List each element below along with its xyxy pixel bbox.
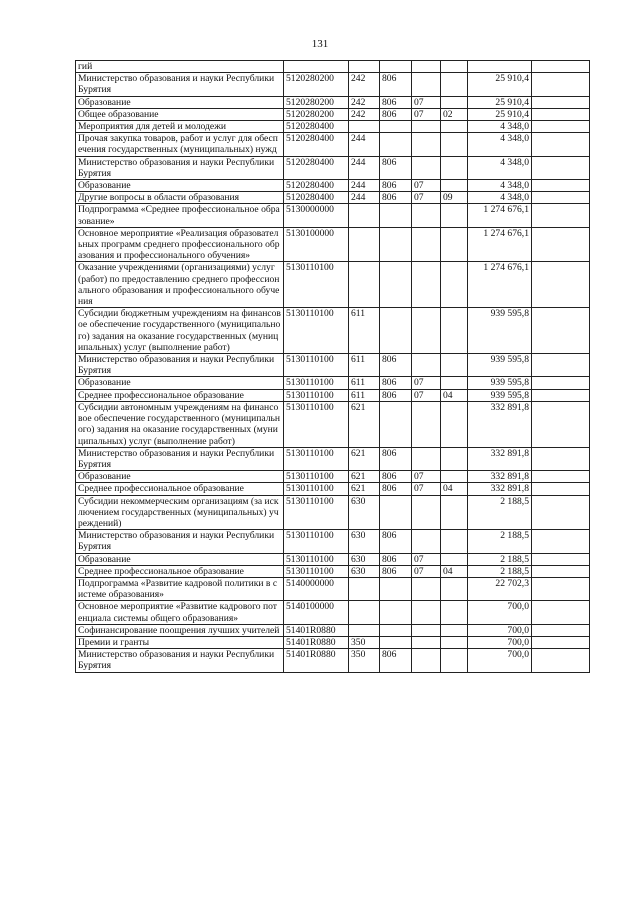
cell-extra xyxy=(532,471,590,483)
cell-amount: 25 910,4 xyxy=(468,96,532,108)
cell-name: Образование xyxy=(76,377,284,389)
cell-amount: 4 348,0 xyxy=(468,192,532,204)
cell-target-code: 5130110100 xyxy=(284,389,349,401)
table-row xyxy=(76,180,590,192)
cell-name: Общее образование xyxy=(76,108,284,120)
table-row xyxy=(76,565,590,577)
cell-extra xyxy=(532,495,590,530)
cell-amount: 4 348,0 xyxy=(468,121,532,133)
cell-amount: 1 274 676,1 xyxy=(468,204,532,227)
cell-expense-type: 244 xyxy=(349,180,380,192)
cell-section: 07 xyxy=(412,553,441,565)
cell-subsection xyxy=(441,73,468,96)
cell-section: 07 xyxy=(412,180,441,192)
cell-amount: 22 702,3 xyxy=(468,577,532,600)
cell-extra xyxy=(532,121,590,133)
table-row xyxy=(76,553,590,565)
cell-target-code: 5130110100 xyxy=(284,401,349,447)
cell-amount: 25 910,4 xyxy=(468,108,532,120)
cell-name: гий xyxy=(76,61,284,73)
cell-section xyxy=(412,61,441,73)
cell-name: Основное мероприятие «Реализация образовательных программ среднего профессионального образования и профессионального обучения» xyxy=(76,227,284,262)
cell-name: Среднее профессиональное образование xyxy=(76,389,284,401)
cell-ministry-code xyxy=(380,577,412,600)
cell-ministry-code: 806 xyxy=(380,471,412,483)
table-row xyxy=(76,389,590,401)
cell-amount: 700,0 xyxy=(468,624,532,636)
table-row xyxy=(76,483,590,495)
cell-extra xyxy=(532,96,590,108)
cell-section xyxy=(412,121,441,133)
cell-name: Министерство образования и науки Республики Бурятия xyxy=(76,447,284,470)
table-row xyxy=(76,61,590,73)
cell-ministry-code xyxy=(380,61,412,73)
cell-section xyxy=(412,495,441,530)
cell-section: 07 xyxy=(412,377,441,389)
cell-subsection xyxy=(441,204,468,227)
cell-amount: 700,0 xyxy=(468,649,532,672)
cell-amount: 700,0 xyxy=(468,636,532,648)
cell-ministry-code: 806 xyxy=(380,565,412,577)
cell-extra xyxy=(532,108,590,120)
cell-name: Подпрограмма «Среднее профессиональное образование» xyxy=(76,204,284,227)
cell-ministry-code: 806 xyxy=(380,192,412,204)
cell-extra xyxy=(532,204,590,227)
cell-subsection xyxy=(441,377,468,389)
cell-name: Другие вопросы в области образования xyxy=(76,192,284,204)
cell-subsection xyxy=(441,354,468,377)
cell-expense-type: 242 xyxy=(349,73,380,96)
budget-table xyxy=(75,60,590,673)
cell-ministry-code xyxy=(380,262,412,308)
cell-subsection: 04 xyxy=(441,389,468,401)
cell-ministry-code: 806 xyxy=(380,156,412,179)
cell-ministry-code: 806 xyxy=(380,447,412,470)
cell-amount: 939 595,8 xyxy=(468,377,532,389)
cell-name: Субсидии бюджетным учреждениям на финансовое обеспечение государственного (муниципального) задания на оказание государственных (муниципальных) услуг (выполнение работ) xyxy=(76,308,284,354)
cell-extra xyxy=(532,354,590,377)
cell-target-code: 5120280200 xyxy=(284,96,349,108)
cell-expense-type: 244 xyxy=(349,192,380,204)
table-row xyxy=(76,96,590,108)
cell-section: 07 xyxy=(412,192,441,204)
cell-extra xyxy=(532,401,590,447)
cell-amount: 939 595,8 xyxy=(468,389,532,401)
cell-target-code: 5130110100 xyxy=(284,553,349,565)
cell-amount: 700,0 xyxy=(468,601,532,624)
cell-name: Министерство образования и науки Республики Бурятия xyxy=(76,156,284,179)
cell-subsection xyxy=(441,61,468,73)
cell-ministry-code xyxy=(380,133,412,156)
cell-name: Среднее профессиональное образование xyxy=(76,483,284,495)
table-row xyxy=(76,495,590,530)
cell-amount: 1 274 676,1 xyxy=(468,227,532,262)
cell-extra xyxy=(532,649,590,672)
cell-expense-type: 242 xyxy=(349,108,380,120)
cell-target-code: 51401R0880 xyxy=(284,624,349,636)
cell-subsection xyxy=(441,227,468,262)
cell-expense-type: 630 xyxy=(349,565,380,577)
cell-expense-type: 244 xyxy=(349,133,380,156)
cell-target-code: 5120280200 xyxy=(284,108,349,120)
cell-extra xyxy=(532,447,590,470)
cell-extra xyxy=(532,61,590,73)
cell-expense-type xyxy=(349,204,380,227)
cell-subsection: 09 xyxy=(441,192,468,204)
cell-expense-type xyxy=(349,262,380,308)
cell-amount: 2 188,5 xyxy=(468,553,532,565)
cell-section xyxy=(412,133,441,156)
cell-subsection xyxy=(441,530,468,553)
cell-target-code: 5120280200 xyxy=(284,73,349,96)
cell-extra xyxy=(532,483,590,495)
table-row xyxy=(76,108,590,120)
cell-amount: 332 891,8 xyxy=(468,483,532,495)
cell-ministry-code xyxy=(380,121,412,133)
cell-ministry-code xyxy=(380,401,412,447)
table-row xyxy=(76,624,590,636)
cell-expense-type: 621 xyxy=(349,447,380,470)
cell-amount: 4 348,0 xyxy=(468,156,532,179)
cell-expense-type: 630 xyxy=(349,530,380,553)
table-row xyxy=(76,227,590,262)
cell-name: Министерство образования и науки Республики Бурятия xyxy=(76,649,284,672)
cell-subsection xyxy=(441,636,468,648)
cell-ministry-code: 806 xyxy=(380,483,412,495)
cell-ministry-code: 806 xyxy=(380,180,412,192)
cell-extra xyxy=(532,192,590,204)
cell-extra xyxy=(532,624,590,636)
cell-extra xyxy=(532,601,590,624)
cell-ministry-code: 806 xyxy=(380,377,412,389)
cell-target-code: 5130110100 xyxy=(284,471,349,483)
cell-name: Прочая закупка товаров, работ и услуг для обеспечения государственных (муниципальных) нужд xyxy=(76,133,284,156)
cell-extra xyxy=(532,262,590,308)
cell-name: Премии и гранты xyxy=(76,636,284,648)
table-row xyxy=(76,262,590,308)
cell-ministry-code xyxy=(380,204,412,227)
cell-amount: 4 348,0 xyxy=(468,180,532,192)
cell-name: Среднее профессиональное образование xyxy=(76,565,284,577)
table-row xyxy=(76,447,590,470)
cell-expense-type: 630 xyxy=(349,553,380,565)
cell-amount: 939 595,8 xyxy=(468,354,532,377)
cell-extra xyxy=(532,636,590,648)
cell-expense-type: 242 xyxy=(349,96,380,108)
cell-amount: 2 188,5 xyxy=(468,530,532,553)
cell-expense-type: 244 xyxy=(349,156,380,179)
table-row xyxy=(76,530,590,553)
cell-expense-type xyxy=(349,61,380,73)
cell-extra xyxy=(532,308,590,354)
cell-target-code: 5130110100 xyxy=(284,495,349,530)
cell-name: Основное мероприятие «Развитие кадрового потенциала системы общего образования» xyxy=(76,601,284,624)
cell-name: Образование xyxy=(76,180,284,192)
cell-expense-type: 621 xyxy=(349,471,380,483)
cell-extra xyxy=(532,565,590,577)
table-row xyxy=(76,308,590,354)
cell-name: Субсидии некоммерческим организациям (за исключением государственных (муниципальных) учреждений) xyxy=(76,495,284,530)
cell-ministry-code xyxy=(380,227,412,262)
cell-expense-type xyxy=(349,227,380,262)
cell-expense-type: 611 xyxy=(349,389,380,401)
cell-amount: 1 274 676,1 xyxy=(468,262,532,308)
cell-extra xyxy=(532,530,590,553)
cell-target-code: 5130000000 xyxy=(284,204,349,227)
cell-target-code: 5130110100 xyxy=(284,354,349,377)
cell-section xyxy=(412,73,441,96)
cell-subsection xyxy=(441,262,468,308)
cell-amount: 332 891,8 xyxy=(468,471,532,483)
cell-expense-type: 611 xyxy=(349,308,380,354)
cell-section xyxy=(412,624,441,636)
cell-extra xyxy=(532,133,590,156)
cell-ministry-code: 806 xyxy=(380,530,412,553)
cell-ministry-code xyxy=(380,601,412,624)
cell-target-code: 5140100000 xyxy=(284,601,349,624)
cell-section: 07 xyxy=(412,96,441,108)
cell-name: Софинансирование поощрения лучших учителей xyxy=(76,624,284,636)
cell-subsection xyxy=(441,308,468,354)
cell-name: Министерство образования и науки Республики Бурятия xyxy=(76,354,284,377)
cell-target-code: 5130110100 xyxy=(284,483,349,495)
cell-target-code: 5130100000 xyxy=(284,227,349,262)
cell-subsection xyxy=(441,121,468,133)
page-number: 131 xyxy=(311,38,329,50)
cell-section: 07 xyxy=(412,565,441,577)
cell-subsection xyxy=(441,601,468,624)
cell-subsection xyxy=(441,180,468,192)
cell-section: 07 xyxy=(412,471,441,483)
cell-section: 07 xyxy=(412,389,441,401)
table-row xyxy=(76,401,590,447)
cell-extra xyxy=(532,577,590,600)
cell-subsection xyxy=(441,577,468,600)
cell-section xyxy=(412,204,441,227)
cell-target-code: 5120280400 xyxy=(284,180,349,192)
cell-section xyxy=(412,530,441,553)
table-row xyxy=(76,354,590,377)
cell-target-code: 51401R0880 xyxy=(284,636,349,648)
cell-section xyxy=(412,401,441,447)
table-row xyxy=(76,471,590,483)
cell-ministry-code: 806 xyxy=(380,354,412,377)
cell-extra xyxy=(532,377,590,389)
cell-extra xyxy=(532,227,590,262)
cell-ministry-code: 806 xyxy=(380,73,412,96)
table-row xyxy=(76,377,590,389)
cell-extra xyxy=(532,180,590,192)
cell-section: 07 xyxy=(412,108,441,120)
cell-target-code: 5130110100 xyxy=(284,565,349,577)
cell-expense-type: 611 xyxy=(349,354,380,377)
cell-subsection: 04 xyxy=(441,483,468,495)
cell-ministry-code xyxy=(380,636,412,648)
table-row xyxy=(76,204,590,227)
cell-ministry-code: 806 xyxy=(380,389,412,401)
cell-ministry-code: 806 xyxy=(380,96,412,108)
cell-amount: 332 891,8 xyxy=(468,447,532,470)
cell-expense-type: 350 xyxy=(349,636,380,648)
cell-section xyxy=(412,354,441,377)
cell-expense-type: 611 xyxy=(349,377,380,389)
cell-name: Министерство образования и науки Республики Бурятия xyxy=(76,73,284,96)
cell-amount: 4 348,0 xyxy=(468,133,532,156)
cell-name: Образование xyxy=(76,553,284,565)
cell-target-code: 5140000000 xyxy=(284,577,349,600)
cell-name: Министерство образования и науки Республики Бурятия xyxy=(76,530,284,553)
cell-subsection xyxy=(441,495,468,530)
cell-section xyxy=(412,156,441,179)
cell-subsection: 02 xyxy=(441,108,468,120)
table-row xyxy=(76,577,590,600)
cell-name: Мероприятия для детей и молодежи xyxy=(76,121,284,133)
cell-extra xyxy=(532,73,590,96)
cell-target-code: 51401R0880 xyxy=(284,649,349,672)
cell-expense-type: 621 xyxy=(349,401,380,447)
cell-section xyxy=(412,649,441,672)
cell-extra xyxy=(532,389,590,401)
cell-ministry-code xyxy=(380,308,412,354)
cell-subsection xyxy=(441,649,468,672)
cell-expense-type xyxy=(349,577,380,600)
cell-amount: 2 188,5 xyxy=(468,565,532,577)
cell-subsection xyxy=(441,471,468,483)
cell-section xyxy=(412,577,441,600)
cell-ministry-code xyxy=(380,495,412,530)
cell-target-code: 5130110100 xyxy=(284,447,349,470)
cell-extra xyxy=(532,156,590,179)
cell-subsection xyxy=(441,401,468,447)
cell-section xyxy=(412,636,441,648)
cell-ministry-code: 806 xyxy=(380,108,412,120)
cell-section xyxy=(412,447,441,470)
cell-extra xyxy=(532,553,590,565)
cell-section: 07 xyxy=(412,483,441,495)
cell-subsection xyxy=(441,133,468,156)
cell-ministry-code: 806 xyxy=(380,649,412,672)
cell-expense-type xyxy=(349,121,380,133)
cell-expense-type: 621 xyxy=(349,483,380,495)
cell-section xyxy=(412,262,441,308)
cell-section xyxy=(412,601,441,624)
table-row xyxy=(76,192,590,204)
cell-target-code: 5130110100 xyxy=(284,377,349,389)
cell-name: Подпрограмма «Развитие кадровой политики в системе образования» xyxy=(76,577,284,600)
cell-amount xyxy=(468,61,532,73)
cell-name: Образование xyxy=(76,96,284,108)
table-row xyxy=(76,73,590,96)
cell-amount: 2 188,5 xyxy=(468,495,532,530)
cell-section xyxy=(412,227,441,262)
table-row xyxy=(76,601,590,624)
cell-amount: 332 891,8 xyxy=(468,401,532,447)
cell-subsection xyxy=(441,624,468,636)
cell-ministry-code xyxy=(380,624,412,636)
cell-subsection xyxy=(441,447,468,470)
cell-target-code: 5120280400 xyxy=(284,156,349,179)
table-row xyxy=(76,133,590,156)
cell-target-code: 5120280400 xyxy=(284,133,349,156)
table-row xyxy=(76,636,590,648)
cell-name: Оказание учреждениями (организациями) услуг (работ) по предоставлению среднего профессионального образования и профессионального обучения xyxy=(76,262,284,308)
cell-expense-type: 630 xyxy=(349,495,380,530)
cell-amount: 25 910,4 xyxy=(468,73,532,96)
cell-subsection xyxy=(441,553,468,565)
cell-name: Субсидии автономным учреждениям на финансовое обеспечение государственного (муниципального) задания на оказание государственных (муниципальных) услуг (выполнение работ) xyxy=(76,401,284,447)
table-row xyxy=(76,649,590,672)
cell-name: Образование xyxy=(76,471,284,483)
cell-target-code: 5120280400 xyxy=(284,192,349,204)
cell-target-code: 5130110100 xyxy=(284,530,349,553)
cell-ministry-code: 806 xyxy=(380,553,412,565)
table-row xyxy=(76,121,590,133)
cell-subsection xyxy=(441,156,468,179)
cell-subsection xyxy=(441,96,468,108)
cell-subsection: 04 xyxy=(441,565,468,577)
cell-expense-type xyxy=(349,624,380,636)
cell-target-code: 5130110100 xyxy=(284,262,349,308)
cell-amount: 939 595,8 xyxy=(468,308,532,354)
table-row xyxy=(76,156,590,179)
cell-expense-type: 350 xyxy=(349,649,380,672)
cell-section xyxy=(412,308,441,354)
cell-target-code: 5130110100 xyxy=(284,308,349,354)
cell-expense-type xyxy=(349,601,380,624)
cell-target-code: 5120280400 xyxy=(284,121,349,133)
cell-target-code xyxy=(284,61,349,73)
